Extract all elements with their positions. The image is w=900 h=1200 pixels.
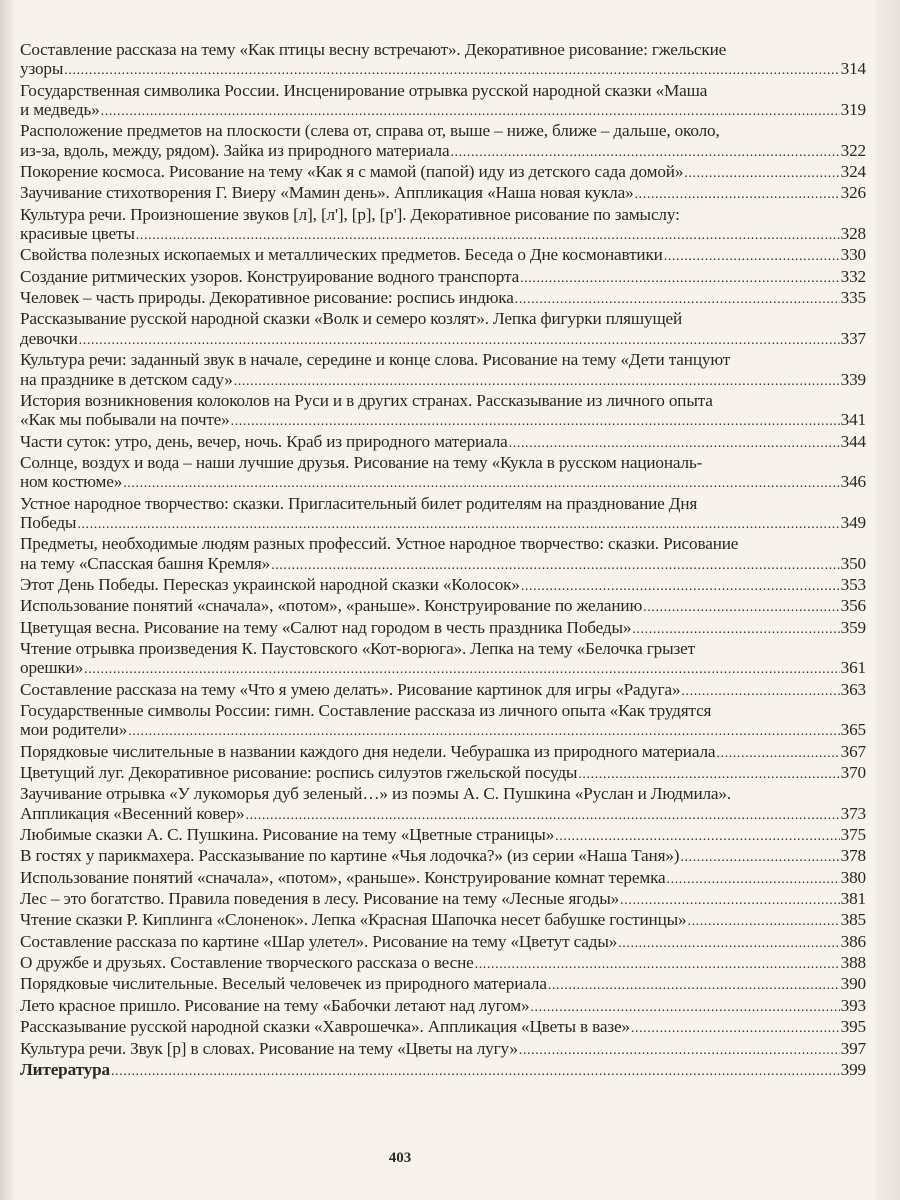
toc-entry-title: Лес – это богатство. Правила поведения в лесу. Рисование на тему «Лесные ягоды» [20,889,620,909]
toc-entry-title-first-line: Заучивание отрывка «У лукоморья дуб зеленый…» из поэмы А. С. Пушкина «Руслан и Людмила». [20,784,731,804]
toc-entry-title: узоры [20,59,64,79]
toc-entry [20,889,866,910]
toc-entry-page-number: 390 [840,974,866,994]
toc-entry-line [20,910,866,931]
toc-entry-page-number: 356 [840,596,866,616]
toc-entry-line [20,59,866,80]
toc-entry [20,996,866,1017]
toc-entry-page-number: 330 [840,245,866,265]
toc-entry [20,953,866,974]
toc-entry-line [20,974,866,995]
toc-entry-title: Свойства полезных ископаемых и металлических предметов. Беседа о Дне космонавтики [20,245,663,265]
toc-entry-page-number: 339 [840,369,866,389]
toc-entry-line [20,596,866,617]
toc-entry-page-number: 386 [840,931,866,951]
toc-entry-line [20,1017,866,1038]
toc-entry-title: Цветущий луг. Декоративное рисование: роспись силуэтов гжельской посуды [20,763,578,783]
dot-leader [450,143,839,162]
toc-entry-title: В гостях у парикмахера. Рассказывание по картине «Чья лодочка?» (из серии «Наша Таня») [20,846,680,866]
toc-entry [20,1017,866,1038]
toc-entry-line [20,996,866,1017]
toc-entry-line [20,680,866,701]
toc-entry-title: красивые цветы [20,224,135,244]
toc-entry-title: Чтение сказки Р. Киплинга «Слоненок». Лепка «Красная Шапочка несет бабушке гостинцы» [20,910,687,930]
toc-entry-title-first-line: Рассказывание русской народной сказки «Волк и семеро козлят». Лепка фигурки пляшущей [20,309,683,329]
toc-entry-line [20,329,866,350]
toc-entry-page-number: 385 [840,910,866,930]
dot-leader [620,891,840,910]
dot-leader [509,434,840,453]
toc-entry-title: Заучивание стихотворения Г. Виеру «Мамин день». Аппликация «Наша новая кукла» [20,183,634,203]
toc-entry-title: Порядковые числительные в названии каждого дня недели. Чебурашка из природного материала [20,741,716,761]
toc-entry-title: Литература [20,1059,110,1079]
page-number: 403 [388,1150,412,1166]
table-of-contents [20,40,866,1081]
toc-entry [20,288,866,309]
toc-entry-title: на тему «Спасская башня Кремля» [20,553,271,573]
toc-entry-line [20,618,866,639]
toc-entry-line [20,100,866,121]
toc-entry-line [20,742,866,763]
toc-entry-title: Цветущая весна. Рисование на тему «Салют над городом в честь праздника Победы» [20,617,632,637]
dot-leader [681,682,839,701]
dot-leader [84,660,840,679]
dot-leader [716,744,839,763]
toc-entry [20,596,866,617]
dot-leader [680,848,839,867]
toc-entry-title: Победы [20,512,77,532]
toc-entry [20,162,866,183]
toc-entry-title: О дружбе и друзьях. Составление творческого рассказа о весне [20,953,474,973]
toc-entry-page-number: 359 [840,617,866,637]
toc-entry-title: Этот День Победы. Пересказ украинской народной сказки «Колосок» [20,574,520,594]
toc-entry [20,494,866,535]
toc-entry [20,1060,866,1081]
toc-entry-title-first-line: Предметы, необходимые людям разных профессий. Устное народное творчество: сказки. Рисование [20,534,739,554]
toc-entry-line [20,554,866,575]
dot-leader [231,412,840,431]
toc-entry-line [20,804,866,825]
toc-entry-page-number: 399 [840,1059,866,1079]
toc-entry-line [20,370,866,391]
dot-leader [234,372,840,391]
toc-entry [20,910,866,931]
toc-entry-page-number: 373 [840,803,866,823]
toc-entry [20,618,866,639]
dot-leader [687,912,839,931]
toc-entry [20,81,866,122]
toc-entry [20,639,866,680]
dot-leader [111,1062,840,1081]
toc-entry-title: Аппликация «Весенний ковер» [20,803,245,823]
toc-entry [20,1039,866,1060]
toc-entry [20,846,866,867]
toc-entry [20,453,866,494]
toc-entry-page-number: 324 [840,162,866,182]
toc-entry-line [20,1039,866,1060]
toc-entry-page-number: 393 [840,995,866,1015]
toc-entry-page-number: 344 [840,431,866,451]
toc-entry-line [20,868,866,889]
dot-leader [684,164,839,183]
toc-entry-title-first-line: Государственные символы России: гимн. Составление рассказа из личного опыта «Как трудятся [20,701,712,720]
toc-entry-page-number: 341 [840,410,866,430]
toc-entry-line [20,472,866,493]
toc-entry-page-number: 380 [840,867,866,887]
dot-leader [101,102,840,121]
toc-entry-line [20,825,866,846]
toc-entry-line [20,575,866,596]
toc-entry-line [20,846,866,867]
toc-entry-title-first-line: Устное народное творчество: сказки. Пригласительный билет родителям на празднование Дня [20,493,698,513]
toc-entry-line [20,932,866,953]
toc-entry-page-number: 361 [840,658,866,678]
dot-leader [643,598,840,617]
dot-leader [515,290,840,309]
toc-entry-line [20,1060,866,1081]
toc-entry [20,932,866,953]
dot-leader [521,577,840,596]
toc-entry [20,40,866,81]
toc-entry-page-number: 326 [840,183,866,203]
dot-leader [578,765,839,784]
dot-leader [79,331,840,350]
page-edge-shadow [876,0,900,1200]
toc-entry-line [20,953,866,974]
toc-entry-title: Составление рассказа по картине «Шар улетел». Рисование на тему «Цветут сады» [20,931,618,951]
toc-entry-page-number: 375 [840,825,866,845]
toc-entry-page-number: 363 [840,679,866,699]
dot-leader [123,474,839,493]
toc-entry [20,575,866,596]
toc-entry-line [20,763,866,784]
dot-leader [530,998,839,1017]
dot-leader [271,556,840,575]
toc-entry-line [20,889,866,910]
toc-entry [20,432,866,453]
toc-entry-page-number: 365 [840,720,866,740]
toc-entry-title-first-line: Чтение отрывка произведения К. Паустовского «Кот-ворюга». Лепка на тему «Белочка грызет [20,638,695,658]
toc-entry [20,245,866,266]
toc-entry [20,974,866,995]
toc-entry-title-first-line: Составление рассказа на тему «Как птицы весну встречают». Декоративное рисование: гжельские [20,40,727,59]
toc-entry-title-first-line: История возникновения колоколов на Руси и в других странах. Рассказывание из личного опыта [20,390,713,410]
dot-leader [77,515,839,534]
toc-entry [20,205,866,246]
dot-leader [618,934,839,953]
toc-entry-title: Покорение космоса. Рисование на тему «Как я с мамой (папой) иду из детского сада домой» [20,162,684,182]
toc-entry-title: девочки [20,328,78,348]
toc-entry-title: Части суток: утро, день, вечер, ночь. Краб из природного материала [20,431,508,451]
toc-entry-title: Порядковые числительные. Веселый человечек из природного материала [20,974,547,994]
toc-entry-title: Использование понятий «сначала», «потом», «раньше». Конструирование по желанию [20,596,643,616]
toc-entry-page-number: 337 [840,328,866,348]
toc-entry-title: Культура речи. Звук [р] в словах. Рисование на тему «Цветы на лугу» [20,1038,518,1058]
toc-entry-line [20,141,866,162]
toc-entry-page-number: 335 [840,288,866,308]
toc-entry-page-number: 319 [840,100,866,120]
toc-entry [20,183,866,204]
dot-leader [631,1019,840,1038]
dot-leader [664,247,840,266]
toc-entry-title: Любимые сказки А. С. Пушкина. Рисование на тему «Цветные страницы» [20,825,555,845]
toc-entry-title-first-line: Солнце, воздух и вода – наши лучшие друзья. Рисование на тему «Кукла в русском националь- [20,452,703,472]
dot-leader [128,722,839,741]
dot-leader [520,269,840,288]
toc-entry-title: Рассказывание русской народной сказки «Хаврошечка». Аппликация «Цветы в вазе» [20,1017,630,1037]
toc-entry [20,763,866,784]
toc-entry-page-number: 353 [840,574,866,594]
page-gutter-shadow [0,0,14,1200]
dot-leader [667,870,840,889]
toc-entry-line [20,183,866,204]
toc-entry [20,391,866,432]
toc-entry-line [20,410,866,431]
toc-entry [20,868,866,889]
toc-entry-title: ном костюме» [20,472,123,492]
toc-entry-title: орешки» [20,658,84,678]
toc-entry [20,121,866,162]
toc-entry-page-number: 367 [840,741,866,761]
toc-entry-title: Лето красное пришло. Рисование на тему «Бабочки летают над лугом» [20,995,530,1015]
toc-entry-line [20,658,866,679]
dot-leader [245,806,839,825]
toc-entry-title-first-line: Культура речи: заданный звук в начале, середине и конце слова. Рисование на тему «Дети танцуют [20,350,731,370]
toc-entry-title: Создание ритмических узоров. Конструирование водного транспорта [20,266,520,286]
dot-leader [64,61,839,80]
toc-entry-line [20,245,866,266]
toc-entry-page-number: 381 [840,889,866,909]
dot-leader [632,620,839,639]
toc-entry-title-first-line: Государственная символика России. Инсценирование отрывка русской народной сказки «Маша [20,80,708,100]
toc-entry-page-number: 397 [840,1038,866,1058]
toc-entry-page-number: 395 [840,1017,866,1037]
toc-entry [20,680,866,701]
toc-entry-title: Использование понятий «сначала», «потом», «раньше». Конструирование комнат теремка [20,867,666,887]
toc-entry-line [20,288,866,309]
toc-entry-page-number: 388 [840,953,866,973]
toc-entry-line [20,720,866,741]
toc-entry-title: «Как мы побывали на почте» [20,410,230,430]
dot-leader [136,226,840,245]
toc-entry-line [20,162,866,183]
toc-entry-title-first-line: Расположение предметов на плоскости (слева от, справа от, выше – ниже, ближе – дальше, около, [20,121,720,141]
dot-leader [555,827,840,846]
toc-entry-page-number: 322 [840,140,866,160]
toc-entry-line [20,513,866,534]
toc-entry-page-number: 370 [840,763,866,783]
toc-entry [20,742,866,763]
toc-entry-title-first-line: Культура речи. Произношение звуков [л], [л'], [р], [р']. Декоративное рисование по замыслу: [20,204,680,224]
dot-leader [519,1041,840,1060]
toc-entry-page-number: 346 [840,472,866,492]
toc-entry-page-number: 314 [840,59,866,79]
toc-entry-page-number: 349 [840,512,866,532]
dot-leader [635,185,840,204]
toc-entry [20,309,866,350]
toc-entry-line [20,267,866,288]
toc-entry-title: и медведь» [20,100,100,120]
dot-leader [475,955,840,974]
toc-entry-title: Составление рассказа на тему «Что я умею делать». Рисование картинок для игры «Радуга» [20,679,681,699]
toc-entry [20,701,866,742]
toc-entry [20,534,866,575]
toc-entry-page-number: 378 [840,846,866,866]
toc-entry-page-number: 350 [840,553,866,573]
toc-entry [20,825,866,846]
toc-entry-line [20,432,866,453]
toc-entry [20,267,866,288]
toc-entry-title: на празднике в детском саду» [20,369,233,389]
toc-entry [20,350,866,391]
toc-entry-title: Человек – часть природы. Декоративное рисование: роспись индюка [20,288,514,308]
toc-entry-line [20,224,866,245]
dot-leader [548,976,840,995]
toc-entry-page-number: 332 [840,266,866,286]
toc-entry-title: мои родители» [20,720,128,740]
toc-entry-title: из-за, вдоль, между, рядом). Зайка из природного материала [20,140,450,160]
toc-entry-page-number: 328 [840,224,866,244]
toc-entry [20,784,866,825]
